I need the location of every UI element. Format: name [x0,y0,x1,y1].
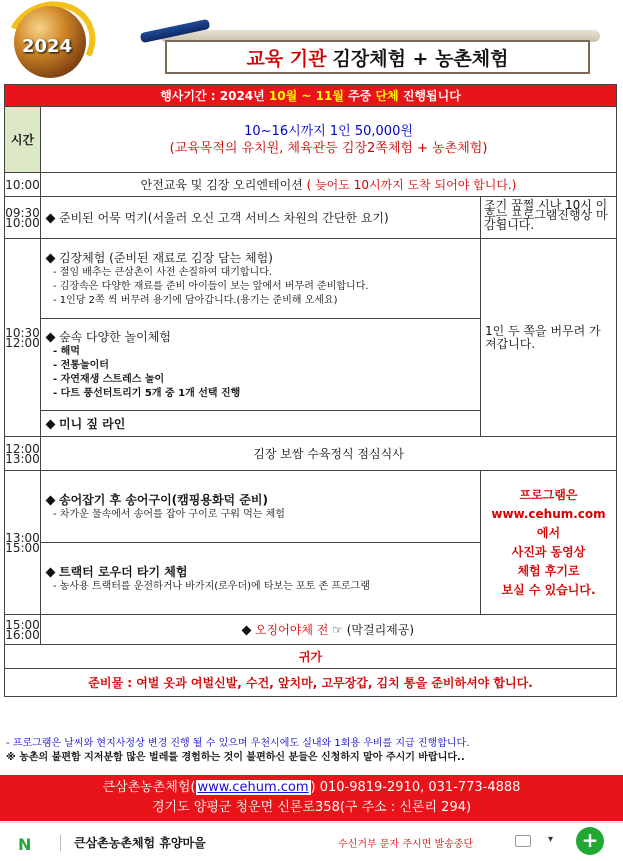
two-pieces-note: 1인 두 쪽을 버무려 가져갑니다. [481,239,617,437]
period-prefix: 행사기간 : 2024년 [160,89,269,103]
time-cell: 10:00 [5,173,41,197]
kimjang-experience [41,239,481,319]
diamond-bullet-icon [46,333,56,343]
supplies-note: 준비물 : 여벌 옷과 여벌신발, 수건, 앞치마, 고무장갑, 김치 통을 준비하셔야 합니다. [5,669,617,697]
price-description: (교육목적의 유치원, 체육관등 김장2쪽체험 + 농촌체험) [169,140,488,156]
orientation-text: 안전교육 및 김장 오리엔테이션 [140,178,303,192]
diamond-bullet-icon [46,254,56,264]
trout-desc: - 차가운 물속에서 송어를 잡아 구이로 구워 먹는 체험 [53,509,285,520]
tractor-row [41,543,481,615]
diamond-bullet-icon [242,626,252,636]
zipline-title: 미니 짚 라인 [59,417,126,431]
title-red: 교육 기관 [246,47,327,70]
schedule-table [4,84,617,697]
period-suffix: 진행됩니다 [398,89,461,103]
period-months: 10월 ~ 11월 [268,89,344,103]
diamond-bullet-icon [46,496,56,506]
time-cell: 10:30 12:00 [5,239,41,437]
contact-line [0,778,623,798]
promo-text: 사진과 동영상 [511,544,586,559]
lunch-row: 김장 보쌈 수육정식 점심식사 [41,437,617,471]
keyboard-icon[interactable] [515,835,531,847]
forest-item: - 자연재생 스트레스 놀이 [53,374,165,385]
fishcake-text: 준비된 어묵 먹기(서울러 오신 고객 서비스 차원의 간단한 요기) [59,211,389,225]
kimjang-desc: - 김장속은 다양한 재료를 준비 아이들이 보는 앞에서 버무려 준비합니다. [53,281,369,292]
forest-play [41,319,481,411]
pancake-row [41,615,617,645]
time-cell: 12:00 13:00 [5,437,41,471]
contact-name: 큰삼촌농촌체험( [102,780,196,795]
tractor-desc: - 농사용 트랙터를 운전하거나 바가지(로우더)에 타보는 포토 존 프로그램 [53,581,370,592]
time-header: 시간 [5,107,41,173]
diamond-bullet-icon [46,420,56,430]
fishcake-row [41,197,481,239]
warning-note: ※ 농촌의 불편함 지저분함 많은 벌레를 경험하는 것이 불편하신 분들은 신청하지 말아 주시기 바랍니다.. [6,752,465,763]
forest-item: - 다트 풍선터트리기 5개 중 1개 선택 진행 [53,388,241,399]
time-cell: 15:00 16:00 [5,615,41,645]
return-home: 귀가 [5,645,617,669]
diamond-bullet-icon [46,568,56,578]
contact-banner [0,775,623,821]
price-line: 10~16시까지 1인 50,000원 [244,123,413,139]
event-period [5,85,617,107]
kimjang-title: 김장체험 (준비된 재료로 김장 담는 체험) [59,251,273,265]
forest-title: 숲속 다양한 놀이체험 [59,330,171,344]
promo-note [481,471,617,615]
contact-phones: ) 010-9819-2910, 031-773-4888 [310,780,521,795]
promo-url[interactable]: www.cehum.com [491,506,606,521]
sender-name: 큰삼촌농촌체험 휴양마을 [74,836,206,850]
pancake-text: 오징어야체 전 [254,623,329,637]
trout-row [41,471,481,543]
notes [6,737,616,765]
zipline-row [41,411,481,437]
page-title [165,40,590,74]
naver-logo-icon: N [18,835,32,854]
period-middle: 주중 [343,89,376,103]
title-black: 김장체험 + 농촌체험 [332,47,509,70]
promo-text: 보실 수 있습니다. [501,582,596,597]
price-cell [41,107,617,173]
weather-note: - 프로그램은 날씨와 현지사정상 변경 진행 될 수 있으며 우천시에도 실내와 1회용 우비를 지급 진행합니다. [6,738,470,749]
diamond-bullet-icon [46,214,56,224]
message-footer [0,822,623,861]
contact-address: 경기도 양평군 청운면 신론로358(구 주소 : 신론리 294) [151,800,472,815]
period-group: 단체 [375,89,399,103]
time-cell: 09:30 10:00 [5,197,41,239]
time-cell: 13:00 15:00 [5,471,41,615]
website-link[interactable]: www.cehum.com [197,780,309,795]
kimjang-desc: - 절임 배추는 큰삼촌이 사전 손질하여 대기합니다. [53,267,273,278]
chevron-down-icon[interactable]: ▾ [548,834,554,845]
trout-title: 송어잡기 후 송어구이(캠핑용화덕 준비) [59,493,268,507]
orientation-row [41,173,617,197]
early-deadline-note: 조기 꿈쩔 시나 10시 이후는 프로그램진행상 마감됩니다. [481,197,617,239]
makgeolli-note: ☞ (막걸리제공) [332,623,415,637]
promo-text: 프로그램은 [519,487,578,502]
promo-text: 에서 [536,525,561,540]
logo-year: 2024 [22,36,73,57]
kimjang-desc: - 1인당 2쪽 씩 버무려 용기에 담아갑니다.(용기는 준비해 오세요) [53,295,338,306]
add-button[interactable]: + [576,827,604,855]
unsubscribe-text: 수신거부 문자 주시면 발송중단 [338,839,474,850]
header [0,0,623,84]
divider [60,835,61,851]
arrival-note: ( 늦어도 10시까지 도착 되어야 합니다.) [306,178,517,192]
tractor-title: 트랙터 로우더 타기 체험 [59,565,188,579]
forest-item: - 전통놀이터 [53,360,109,371]
forest-item: - 해먹 [53,346,80,357]
promo-text: 체험 후기로 [517,563,580,578]
